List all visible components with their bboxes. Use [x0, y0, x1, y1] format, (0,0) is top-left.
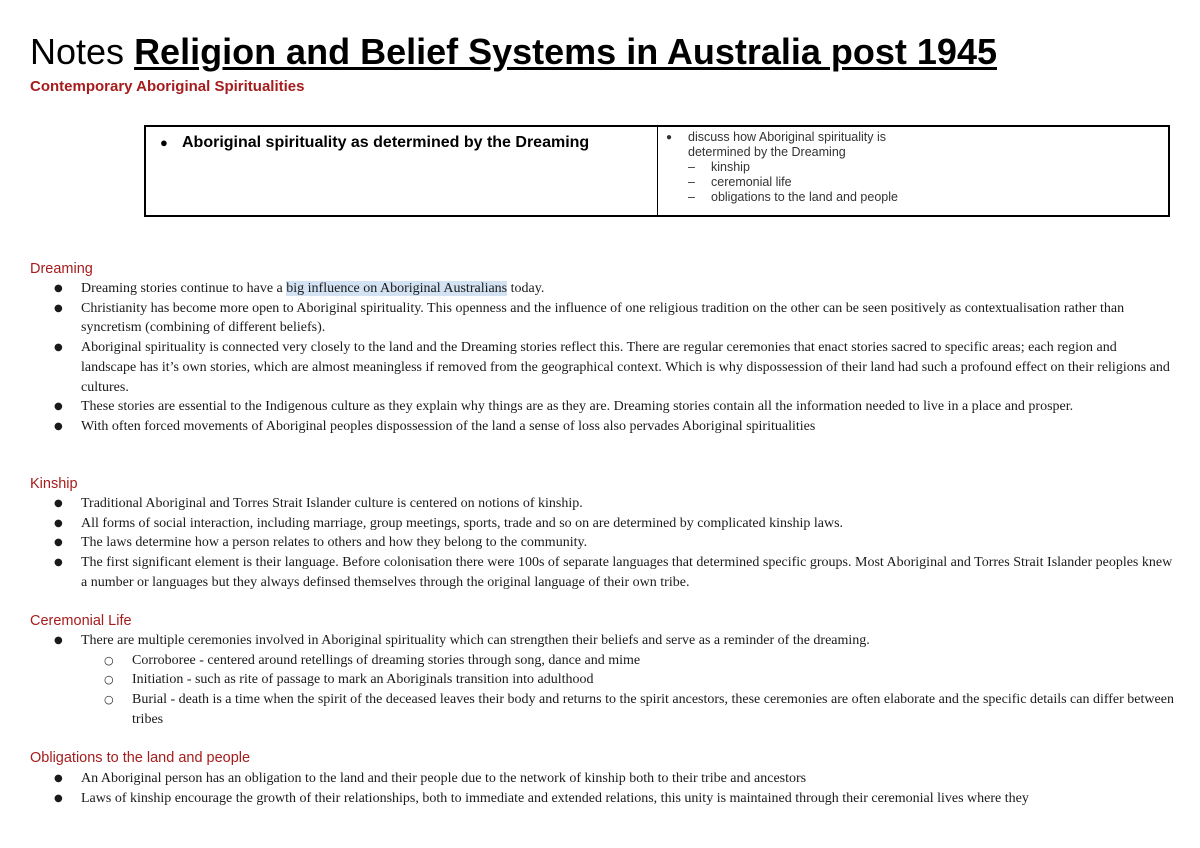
text-run: today. — [507, 281, 545, 296]
syllabus-left-text: Aboriginal spirituality as determined by the Dreaming — [182, 134, 590, 151]
dash-icon: – — [688, 175, 695, 189]
list-item: ● The laws determine how a person relates to others and how they belong to the community. — [54, 533, 1174, 553]
list-item: ● All forms of social interaction, including marriage, group meetings, sports, trade and so on are determined by complicated kinship laws. — [54, 514, 1174, 534]
text-run: Dreaming stories continue to have a — [81, 281, 287, 296]
list-item: ● The first significant element is their language. Before colonisation there were 100s of separate languages that determined specific groups. Most Aboriginal and Torres Strait Islander peoples knew a number or languages but they always definsed themselves through the original language of their own tribe. — [54, 553, 1174, 592]
section-heading-dreaming: Dreaming — [30, 261, 93, 277]
section-heading-kinship: Kinship — [30, 476, 78, 492]
list-item: ● There are multiple ceremonies involved in Aboriginal spirituality which can strengthen their beliefs and serve as a reminder of the dreaming. — [54, 631, 1174, 651]
syllabus-table — [144, 125, 1170, 217]
syllabus-right-item — [666, 130, 1168, 160]
list-item: ● Traditional Aboriginal and Torres Strait Islander culture is centered on notions of kinship. — [54, 494, 1174, 514]
title-prefix: Notes — [30, 31, 125, 72]
syllabus-right-line: determined by the Dreaming — [688, 145, 846, 159]
syllabus-right-line: discuss how Aboriginal spirituality is — [688, 130, 887, 144]
syllabus-sub-item — [666, 175, 1168, 190]
syllabus-sub-item — [666, 190, 1168, 205]
syllabus-sub-text: obligations to the land and people — [711, 190, 898, 204]
ceremonial-list — [54, 631, 1174, 730]
list-item — [54, 279, 1174, 299]
sub-list-item: ○ Burial - death is a time when the spirit of the deceased leaves their body and returns to the spirit ancestors, these ceremonies are often elaborate and the specific details can differ between tribes — [54, 690, 1174, 729]
highlighted-text: big influence on Aboriginal Australians — [286, 281, 508, 296]
page-subtitle: Contemporary Aboriginal Spiritualities — [30, 78, 305, 95]
section-heading-ceremonial: Ceremonial Life — [30, 613, 132, 629]
kinship-list — [54, 494, 1174, 593]
syllabus-sub-text: ceremonial life — [711, 175, 792, 189]
dreaming-list — [54, 279, 1174, 437]
list-item: ● Christianity has become more open to Aboriginal spirituality. This openness and the influence of one religious tradition on the other can be seen positively as contextualisation rather than syncretism (combining of different beliefs). — [54, 299, 1174, 338]
syllabus-sub-text: kinship — [711, 160, 750, 174]
bullet-icon: ● — [666, 132, 673, 143]
dash-icon: – — [688, 160, 695, 174]
sub-list-item: ○ Corroboree - centered around retellings of dreaming stories through song, dance and mime — [54, 651, 1174, 671]
page-title — [30, 30, 997, 74]
title-main: Religion and Belief Systems in Australia post 1945 — [134, 31, 997, 72]
dash-icon: – — [688, 190, 695, 204]
syllabus-right-cell — [658, 127, 1168, 215]
bullet-icon: ● — [160, 135, 168, 150]
sub-list-item: ○ Initiation - such as rite of passage to mark an Aboriginals transition into adulthood — [54, 670, 1174, 690]
section-heading-obligations: Obligations to the land and people — [30, 750, 251, 766]
obligations-list — [54, 769, 1174, 808]
list-item: ● With often forced movements of Aboriginal peoples dispossession of the land a sense of loss also pervades Aboriginal spiritualities — [54, 417, 1174, 437]
list-item: ● Aboriginal spirituality is connected very closely to the land and the Dreaming stories reflect this. There are regular ceremonies that enact stories sacred to specific areas; each region and landscape has it’s own stories, which are almost meaningless if removed from the geographical context. Which is why dispossession of their land had such a profound effect on their religions and cultures. — [54, 338, 1174, 397]
syllabus-left-cell — [146, 127, 658, 215]
list-item: ● Laws of kinship encourage the growth of their relationships, both to immediate and extended relations, this unity is maintained through their ceremonial lives where they — [54, 789, 1174, 809]
list-item: ● An Aboriginal person has an obligation to the land and their people due to the network of kinship both to their tribe and ancestors — [54, 769, 1174, 789]
syllabus-sub-item — [666, 160, 1168, 175]
list-item: ● These stories are essential to the Indigenous culture as they explain why things are as they are. Dreaming stories contain all the information needed to live in a place and prosper. — [54, 397, 1174, 417]
